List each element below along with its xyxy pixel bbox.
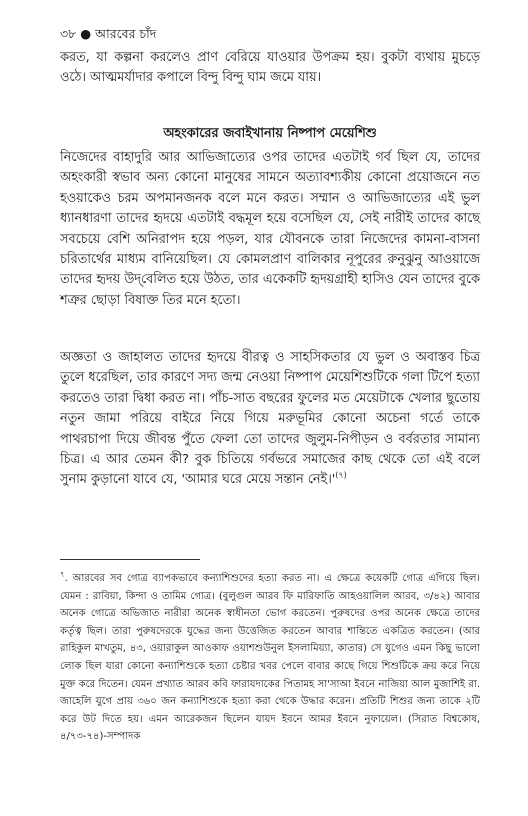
- body-paragraph-1: নিজেদের বাহাদুরি আর আভিজাত্যের ওপর তাদের এতটাই গর্ব ছিল যে, তাদের অহংকারী স্বভাব অন্য কোনো মানুষের সামনে অত্যাবশ্যকীয় কোনো প্রয়োজনে নত হওয়াকেও চরম অপমানজনক বলে মনে করত। সম্মান ও আভিজাত্যের এই ভুল ধ্যানধারণা তাদের হৃদয়ে এতটাই বদ্ধমূল হয়ে বসেছিল যে, সেই নারীই তাদের কাছে সবচেয়ে বেশি অনিরাপদ হয়ে পড়ল, যার যৌবনকে তারা নিজেদের কামনা-বাসনা চরিতার্থের মাধ্যম বানিয়েছিল। যে কোমলপ্রাণ বালিকার নূপুরের রুনুঝুনু আওয়াজে তাদের হৃদয় উদ্‌বেলিত হয়ে উঠত, তার একেকটি হৃদয়গ্রাহী হাসিও যেন তাদের বুকে শত্রুর ছোড়া বিষাক্ত তির মনে হতো।: [60, 150, 480, 308]
- page-number: ৩৮: [60, 26, 77, 41]
- footnote-reference[interactable]: (৭): [335, 471, 347, 481]
- footnote-text: . আরবের সব গোত্র ব্যাপকভাবে কন্যাশিশুদের হত্যা করত না। এ ক্ষেত্রে কয়েকটি গোত্র এগিয়ে ছিল। যেমন : রাবিয়া, কিন্দা ও তামিম গোত্র। (বুলুগুল আরব ফি মারিফাতি আহওয়ালিল আরব, ৩/৪২) আবার অনেক গোত্রে অভিজাত নারীরা অনেক স্বাধীনতা ভোগ করতেন। পুরুষদের ওপর অনেক ক্ষেত্রে তাদের কর্তৃত্ব ছিল। তারা পুরুষদেরকে যুদ্ধের জন্য উত্তেজিত করতেন আবার শান্তিতে একত্রিত করতেন। (আর রাহিকুল মাখতুম, ৪৩, ওয়ারাকুল আওকাফ ওয়াশশুউনুল ইসলামিয়্যা, কাতার) সে যুগেও এমন কিছু ভালো লোক ছিল যারা কোনো কন্যাশিশুকে হত্যা চেষ্টার খবর পেলে বাবার কাছে গিয়ে শিশুটিকে ক্রয় করে নিয়ে মুক্ত করে দিতেন। যেমন প্রখ্যাত আরব কবি ফারাযদাকের পিতামহ সা'সাআ ইবনে নাজিয়া আল মুজাশিই রা. জাহেলি যুগে প্রায় ৩৬০ জন কন্যাশিশুকে হত্যা করা থেকে উদ্ধার করেন। প্রতিটি শিশুর জন্য তাকে ২টি করে উট দিতে হয়। এমন আরেকজন ছিলেন যায়দ ইবনে আমর ইবনে নুফায়েল। (সিরাত বিশ্বকোষ, ৪/৭৩-৭৪)-সম্পাদক: [60, 573, 480, 743]
- footnote: [60, 570, 480, 746]
- body-paragraph-2: [60, 348, 480, 491]
- intro-paragraph: করত, যা কল্পনা করলেও প্রাণ বেরিয়ে যাওয়ার উপক্রম হয়। বুকটা ব্যথায় মুচড়ে ওঠে। আত্মমর্যাদার কপালে বিন্দু বিন্দু ঘাম জমে যায়।: [60, 50, 480, 86]
- footnote-divider: [60, 559, 200, 560]
- section-heading: অহংকারের জবাইখানায় নিষ্পাপ মেয়েশিশু: [163, 126, 377, 141]
- body-paragraph-2-text: অজ্ঞতা ও জাহালত তাদের হৃদয়ে বীরত্ব ও সাহসিকতার যে ভুল ও অবাস্তব চিত্র তুলে ধরেছিল, তার কারণে সদ্য জন্ম নেওয়া নিষ্পাপ মেয়েশিশুটিকে গলা টিপে হত্যা করতেও তারা দ্বিধা করত না। পাঁচ-সাত বছরের ফুলের মত মেয়েটাকে খেলার ছুতোয় নতুন জামা পরিয়ে বাইরে নিয়ে গিয়ে মরুভূমির কোনো অচেনা গর্তে তাকে পাথরচাপা দিয়ে জীবন্ত পুঁতে ফেলা তো তাদের জুলুম-নিপীড়ন ও বর্বরতার সামান্য চিত্র। এ আর তেমন কী? বুক চিতিয়ে গর্বভরে সমাজের কাছ থেকে তো এই বলে সুনাম কুড়ানো যাবে যে, 'আমার ঘরে মেয়ে সন্তান নেই।': [60, 350, 480, 488]
- footnote-marker: ৭: [60, 570, 65, 579]
- running-header: [60, 24, 480, 44]
- header-separator: ●: [80, 26, 92, 41]
- book-title: আরবের চাঁদ: [95, 26, 157, 41]
